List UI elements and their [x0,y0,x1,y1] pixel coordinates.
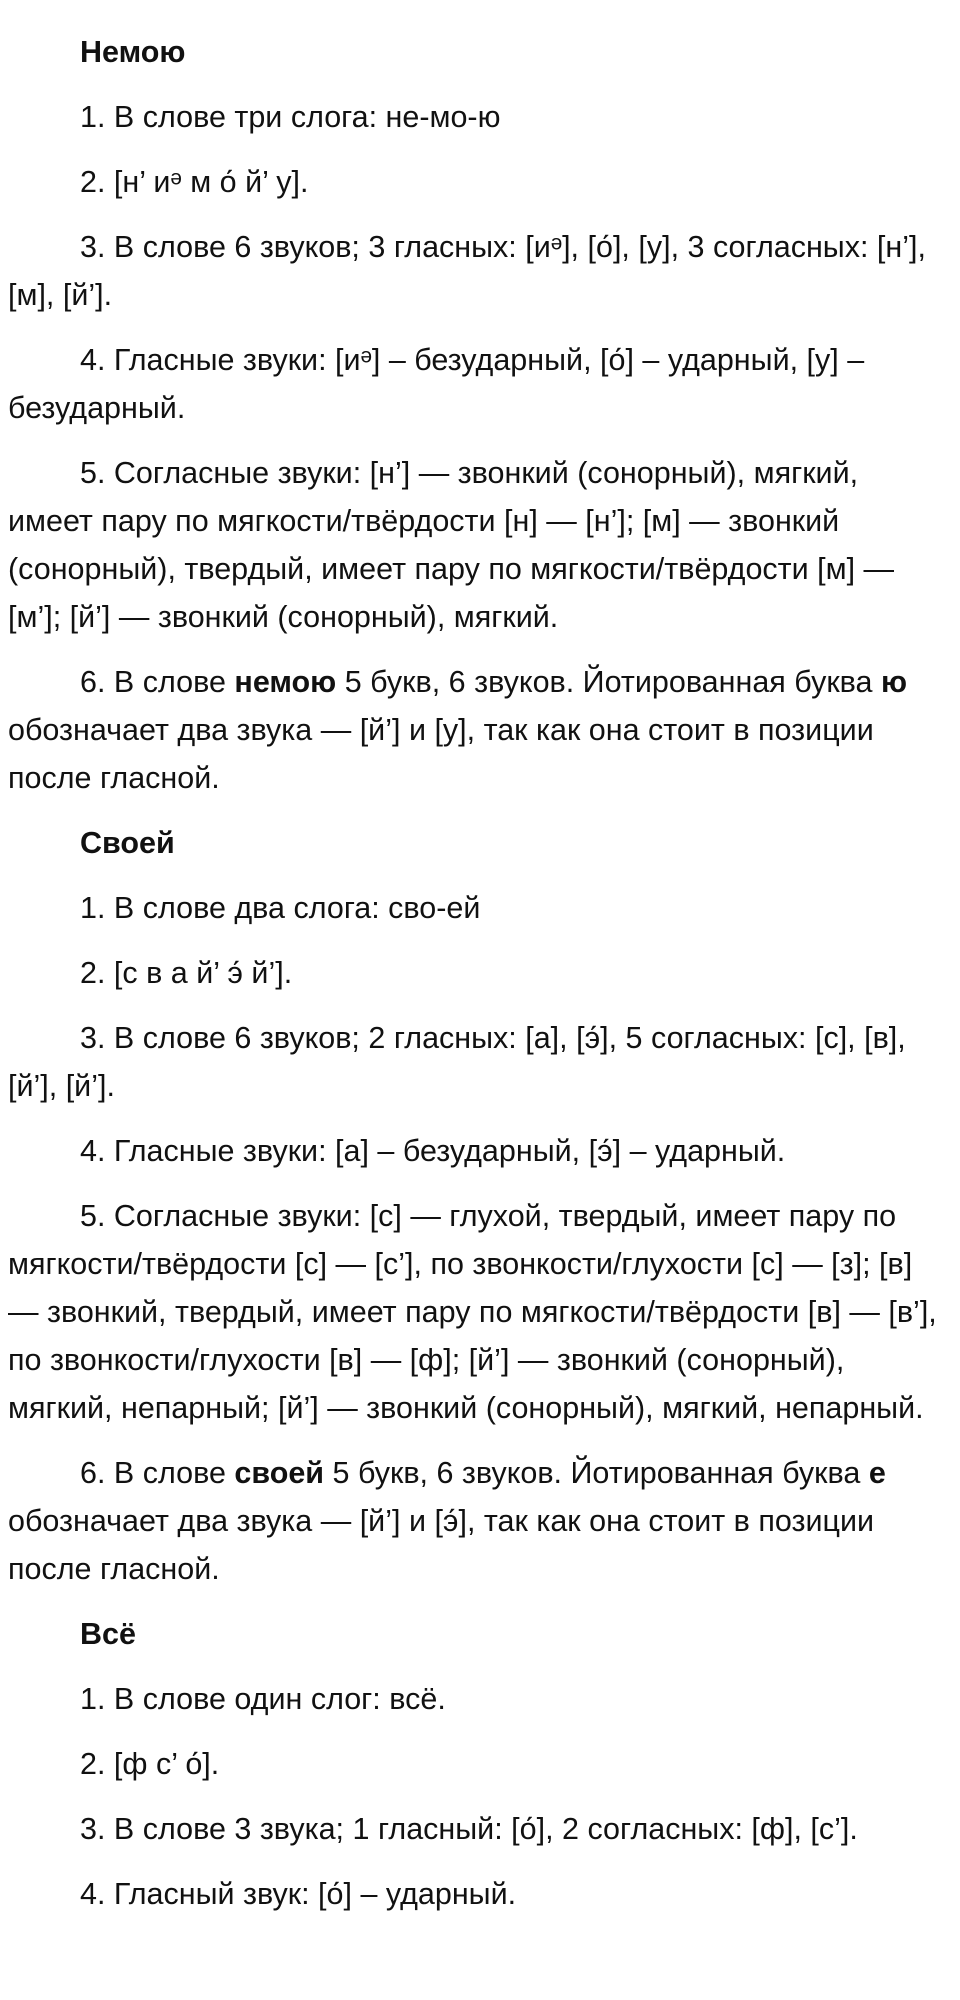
section-heading: Немою [80,35,186,69]
paragraph [8,658,948,802]
text-run: 5 букв, 6 звуков. Йотированная буква [324,1456,869,1490]
section-svoey [8,819,948,1593]
text-run: 5 букв, 6 звуков. Йотированная буква [336,665,881,699]
paragraph: 5. Согласные звуки: [с] — глухой, твердый, имеет пару по мягкости/твёрдости [с] — [с’], по звонкости/глухости [с] — [з]; [в] — звонкий, твердый, имеет пару по мягкости/твёрдости [в] — [в’], по звонкости/глухости [в] — [ф]; [й’] — звонкий (сонорный), мягкий, непарный; [й’] — звонкий (сонорный), мягкий, непарный. [8,1199,937,1425]
paragraph: 1. В слове один слог: всё. [80,1682,446,1716]
paragraph: 4. Гласный звук: [о́] – ударный. [80,1877,517,1911]
bold-word: своей [234,1456,325,1490]
bold-letter: ю [880,665,908,699]
section-heading: Своей [80,826,175,860]
paragraph [8,1449,948,1593]
text-run: обозначает два звука — [й’] и [э́], так как она стоит в позиции после гласной. [8,1504,875,1586]
paragraph: 2. [с в а й’ э́ й’]. [80,956,293,990]
paragraph: 2. [н’ иᵊ м о́ й’ у]. [80,165,309,199]
paragraph: 4. Гласные звуки: [а] – безударный, [э́] – ударный. [80,1134,786,1168]
text-run: обозначает два звука — [й’] и [у], так как она стоит в позиции после гласной. [8,713,874,795]
paragraph: 3. В слове 6 звуков; 2 гласных: [а], [э́], 5 согласных: [с], [в], [й’], [й’]. [8,1021,906,1103]
section-nemoyu [8,28,948,802]
bold-word: немою [234,665,337,699]
paragraph: 3. В слове 6 звуков; 3 гласных: [иᵊ], [о́], [у], 3 согласных: [н’], [м], [й’]. [8,230,926,312]
bold-letter: е [868,1456,886,1490]
text-run: 6. В слове [80,1456,235,1490]
paragraph: 1. В слове два слога: сво-ей [80,891,481,925]
section-heading: Всё [80,1617,136,1651]
section-vse [8,1610,948,1918]
text-run: 6. В слове [80,665,235,699]
paragraph: 1. В слове три слога: не-мо-ю [80,100,501,134]
paragraph: 5. Согласные звуки: [н’] — звонкий (сонорный), мягкий, имеет пару по мягкости/твёрдости [н] — [н’]; [м] — звонкий (сонорный), твердый, имеет пару по мягкости/твёрдости [м] — [м’]; [й’] — звонкий (сонорный), мягкий. [8,456,895,634]
paragraph: 2. [ф с’ о́]. [80,1747,220,1781]
paragraph: 3. В слове 3 звука; 1 гласный: [о́], 2 согласных: [ф], [с’]. [80,1812,858,1846]
paragraph: 4. Гласные звуки: [иᵊ] – безударный, [о́] – ударный, [у] – безударный. [8,343,865,425]
